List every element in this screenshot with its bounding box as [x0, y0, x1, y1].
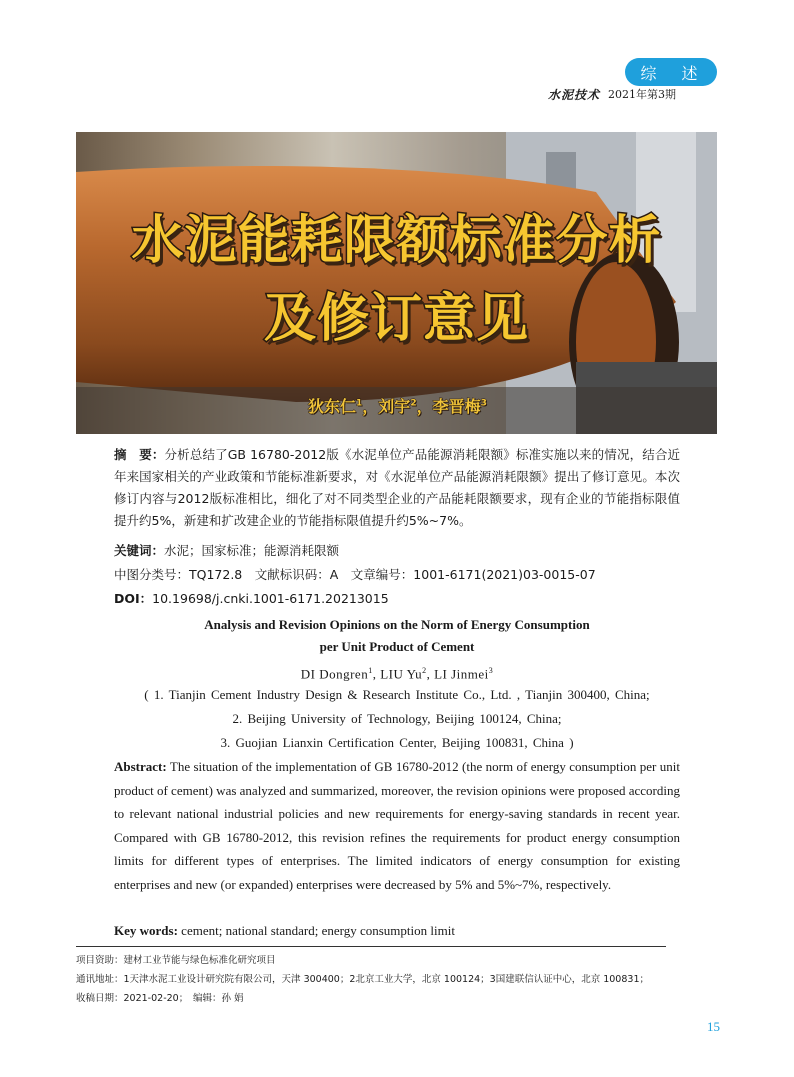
article-title-en [114, 614, 680, 658]
article-title-cn-line1: 水泥能耗限额标准分析 [131, 211, 662, 271]
classification-line: 中图分类号：TQ172.8 文献标识码：A 文章编号：1001-6171(2021)03-0015-07 [114, 567, 596, 582]
keywords-cn-label: 关键词： [114, 543, 165, 558]
article-title-en-line1: Analysis and Revision Opinions on the Norm of Energy Consumption [204, 617, 590, 632]
keywords-cn [114, 540, 680, 562]
article-authors-cn: 狄东仁$^1$，刘宇$^2$，李晋梅$^3$ [308, 397, 487, 416]
abstract-en-text: The situation of the implementation of GB 16780-2012 (the norm of energy consumption per unit product of cement) was analyzed and summarized, moreover, the revision opinions were proposed according to relevant national industrial policies and new requirements for energy-saving standards in recent year. Compared with GB 16780-2012, this revision refines the requirements for product energy consumption limits for different types of enterprises. The limited indicators of energy consumption for existing enterprises and new (or expanded) enterprises were decreased by 5% and 5%~7%, respectively. [114, 759, 680, 892]
keywords-en-text: cement; national standard; energy consumption limit [181, 923, 455, 938]
footnote-funding: 项目资助：建材工业节能与绿色标准化研究项目 [76, 955, 276, 966]
keywords-en [114, 920, 680, 943]
article-title-cn-line2: 及修订意见 [263, 289, 529, 349]
abstract-cn-text: 分析总结了GB 16780-2012版《水泥单位产品能源消耗限额》标准实施以来的情况，结合近年来国家相关的产业政策和节能标准新要求，对《水泥单位产品能源消耗限额》提出了修订意见。本次修订内容与2012版标准相比，细化了对不同类型企业的产品能耗限额要求，现有企业的节能指标限值提升约5%，新建和扩改建企业的节能指标限值提升约5%~7%。 [114, 447, 680, 528]
affiliation-1: ( 1. Tianjin Cement Industry Design & Research Institute Co., Ltd. , Tianjin 300400, China; [144, 687, 650, 702]
doi-line [114, 588, 680, 610]
footnote-divider [76, 946, 666, 947]
footnote-address: 通讯地址：1天津水泥工业设计研究院有限公司，天津 300400；2北京工业大学，北京 100124；3国建联信认证中心，北京 100831； [76, 974, 649, 985]
keywords-cn-text: 水泥；国家标准；能源消耗限额 [164, 543, 340, 558]
abstract-cn [114, 444, 680, 532]
footnote-received: 收稿日期：2021-02-20； 编辑：孙 娟 [76, 993, 244, 1004]
section-badge: 综 述 [625, 58, 717, 86]
journal-header [548, 86, 718, 102]
keywords-en-label: Key words: [114, 923, 178, 938]
abstract-en [114, 755, 680, 897]
page-number: 15 [707, 1019, 720, 1034]
abstract-cn-label: 摘 要： [114, 447, 165, 462]
issue-label: 2021年第3期 [608, 88, 677, 101]
article-title-en-line2: per Unit Product of Cement [319, 639, 475, 654]
article-authors-en: DI Dongren$^1$, LIU Yu$^2$, LI Jinmei$^3$ [300, 666, 494, 682]
doi-value[interactable]: 10.19698/j.cnki.1001-6171.20213015 [152, 591, 389, 606]
affiliation-2: 2. Beijing University of Technology, Beijing 100124, China; [232, 711, 562, 726]
journal-name: 水泥技术 [548, 87, 601, 102]
doi-label: DOI： [114, 591, 153, 606]
title-banner [76, 132, 717, 434]
abstract-en-label: Abstract: [114, 759, 167, 774]
affiliation-3: 3. Guojian Lianxin Certification Center, Beijing 100831, China ) [220, 735, 574, 750]
